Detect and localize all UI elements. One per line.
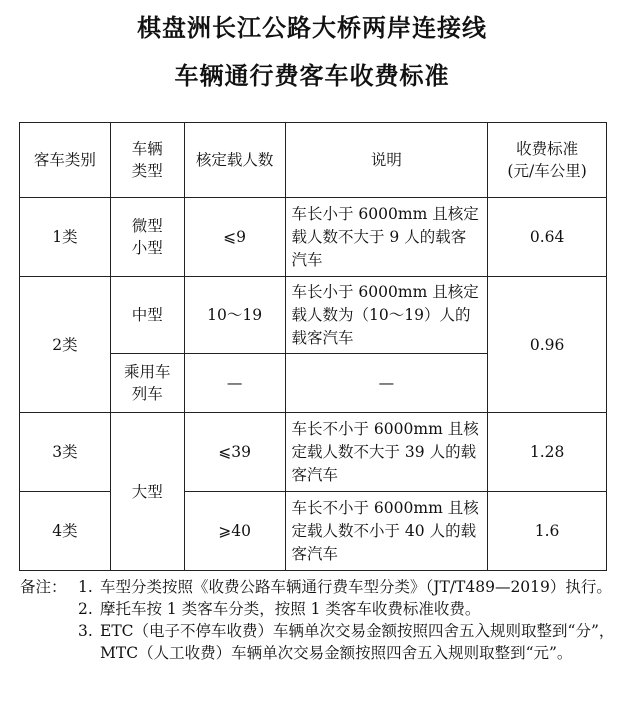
note-item (20, 620, 616, 664)
note-number: 2. (78, 600, 93, 618)
cell-seats: ⩽9 (184, 198, 285, 277)
note-item (20, 598, 616, 620)
note-number: 3. (78, 622, 93, 640)
cell-seats: ⩾40 (184, 492, 285, 571)
cell-description: — (285, 354, 488, 413)
cell-vehicle-type: 微型 小型 (110, 198, 184, 277)
cell-vehicle-type: 大型 (110, 413, 184, 571)
table-row (20, 198, 607, 277)
cell-category: 4类 (20, 492, 111, 571)
note-text: 车型分类按照《收费公路车辆通行费车型分类》（JT/T489—2019）执行。 (100, 578, 612, 596)
document-title-line1: 棋盘洲长江公路大桥两岸连接线 (137, 14, 487, 42)
cell-description: 车长不小于 6000mm 且核定载人数不大于 39 人的载客汽车 (285, 413, 488, 492)
header-category: 客车类别 (20, 123, 111, 198)
cell-description: 车长小于 6000mm 且核定载人数为（10～19）人的载客汽车 (285, 277, 488, 354)
header-vehicle-type: 车辆 类型 (110, 123, 184, 198)
document-title-line2: 车辆通行费客车收费标准 (174, 62, 450, 90)
header-rate: 收费标准 (元/车公里) (488, 123, 607, 198)
cell-vehicle-type: 乘用车 列车 (110, 354, 184, 413)
cell-category: 2类 (20, 277, 111, 413)
table-header-row (20, 123, 607, 198)
cell-rate: 1.6 (488, 492, 607, 571)
table-row (20, 413, 607, 492)
cell-seats: ⩽39 (184, 413, 285, 492)
notes-label: 备注： (20, 578, 67, 596)
table-row (20, 277, 607, 354)
cell-category: 1类 (20, 198, 111, 277)
note-item (20, 576, 616, 598)
cell-description: 车长不小于 6000mm 且核定载人数不小于 40 人的载客汽车 (285, 492, 488, 571)
cell-seats: — (184, 354, 285, 413)
cell-category: 3类 (20, 413, 111, 492)
cell-rate: 0.64 (488, 198, 607, 277)
cell-seats: 10～19 (184, 277, 285, 354)
note-text: 摩托车按 1 类客车分类，按照 1 类客车收费标准收费。 (100, 600, 481, 618)
notes-section (20, 576, 616, 664)
table-row (20, 492, 607, 571)
cell-rate: 1.28 (488, 413, 607, 492)
note-number: 1. (78, 578, 93, 596)
fee-standard-table (19, 122, 607, 571)
cell-rate: 0.96 (488, 277, 607, 413)
header-seats: 核定载人数 (184, 123, 285, 198)
cell-vehicle-type: 中型 (110, 277, 184, 354)
note-text: ETC（电子不停车收费）车辆单次交易金额按照四舍五入规则取整到“分”，MTC（人工收费）车辆单次交易金额按照四舍五入规则取整到“元”。 (100, 622, 615, 662)
header-description: 说明 (285, 123, 488, 198)
cell-description: 车长小于 6000mm 且核定载人数不大于 9 人的载客汽车 (285, 198, 488, 277)
